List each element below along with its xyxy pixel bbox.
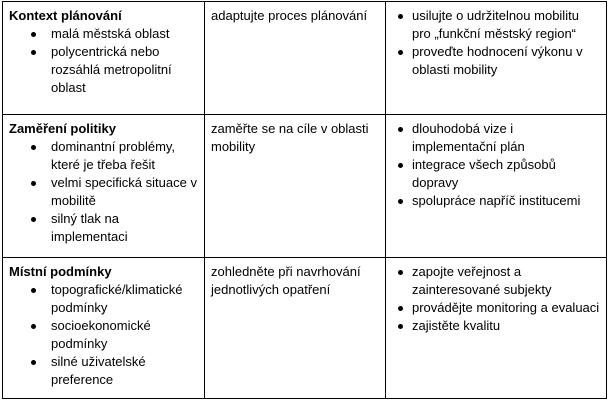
principles-cell [386,115,607,258]
list-item: silné uživatelské preference [51,353,198,389]
condition-list [9,25,198,97]
list-item: topografické/klimatické podmínky [51,281,198,317]
row-heading: Místní podmínky [9,264,112,279]
list-item: zajistěte kvalitu [412,317,600,335]
principles-list [392,7,600,79]
list-item: proveďte hodnocení výkonu v oblasti mobility [412,43,600,79]
list-item: socioekonomické podmínky [51,317,198,353]
list-item: malá městská oblast [51,25,198,43]
table-row [3,115,607,258]
principles-cell [386,2,607,115]
list-item: silný tlak na implementaci [51,210,198,246]
context-cell [3,258,205,399]
principles-cell [386,258,607,399]
list-item: dominantní problémy, které je třeba řešit [51,138,198,174]
list-item: dlouhodobá vize i implementační plán [412,120,600,156]
list-item: velmi specifická situace v mobilitě [51,175,197,208]
row-heading: Kontext plánování [9,8,122,23]
action-text: zohledněte při navrhování jednotlivých opatření [211,264,361,297]
action-cell [205,258,386,399]
principles-list [392,120,600,210]
principles-list [392,263,600,335]
list-item: provádějte monitoring a evaluaci [412,300,600,315]
action-text: zaměřte se na cíle v oblasti mobility [211,121,369,154]
list-item: zapojte veřejnost a zainteresované subjekty [412,263,600,299]
action-cell [205,115,386,258]
action-cell [205,2,386,115]
row-heading: Zaměření politiky [9,121,116,136]
context-cell [3,2,205,115]
list-item: integrace všech způsobů dopravy [412,156,600,192]
table-row [3,258,607,399]
action-text: adaptujte proces plánování [211,8,368,23]
list-item: spolupráce napříč institucemi [412,192,600,210]
list-item: usilujte o udržitelnou mobilitu pro „funkční městský region“ [412,7,600,43]
list-item: polycentrická nebo rozsáhlá metropolitní oblast [51,43,198,97]
table-row [3,2,607,115]
condition-list [9,138,198,246]
condition-list [9,281,198,389]
context-cell [3,115,205,258]
planning-table [2,1,607,399]
